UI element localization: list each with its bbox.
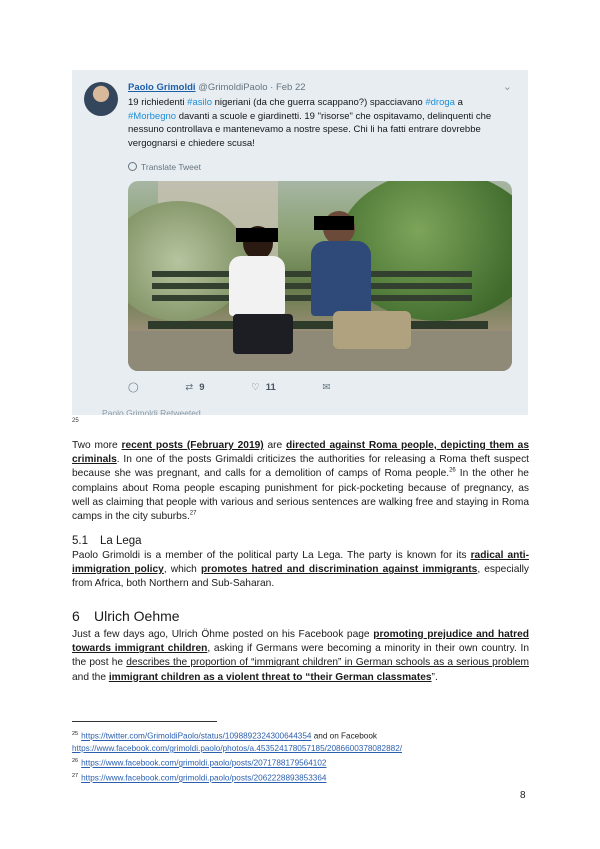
retweeted-label: Paolo Grimoldi Retweeted: [102, 408, 201, 415]
paragraph-roma-posts: Two more recent posts (February 2019) are directed against Roma people, depicting them as criminals. In one of the posts Grimaldi criticizes the authorities for releasing a Roma theft suspect because she was pregnant, and calls for a demolition of camps of Roma people.$^{26}$ In the other he complains about Roma people escaping punishment for pick-pocketing because of pregnancy, as well as claiming that people with various and serious sentences are walking free and staying in Roma camps in the city suburbs.$^{27}$: [72, 440, 529, 523]
footnote-27: $^{27}$ https://www.facebook.com/grimoldi.paolo/posts/2062228893853364: [72, 773, 327, 783]
hashtag-morbegno[interactable]: #Morbegno: [128, 110, 177, 122]
like-button[interactable]: [251, 382, 276, 393]
footnote-ref-26[interactable]: 26: [449, 468, 456, 475]
retweet-icon: ⇄: [185, 382, 194, 393]
paragraph-la-lega: Paolo Grimoldi is a member of the political party La Lega. The party is known for its radical anti-immigration policy, which promotes hatred and discrimination against immigrants, especially from Africa, both Northern and Sub-Saharan.: [72, 550, 529, 590]
tweet-actions: [128, 382, 374, 393]
censor-bar-left: [236, 228, 278, 242]
tweet-handle-date: @GrimoldiPaolo · Feb 22: [198, 82, 306, 93]
reply-icon[interactable]: ◯: [128, 382, 139, 393]
tweet-text: 19 richiedenti #asilo nigeriani (da che guerra scappano?) spacciavano #droga a #Morbegno davanti a scuole e giardinetti. 19 "risorse" che ospitavamo, delinquenti che nessuno controllava e mantenevamo a nostre spese. Chi li ha fatti entrare dovrebbe vergognarsi e chiedere scusa!: [128, 97, 492, 149]
footnote-26-link[interactable]: https://www.facebook.com/grimoldi.paolo/posts/2071788179564102: [81, 758, 327, 768]
section-heading-ulrich-oehme: 6 Ulrich Oehme: [72, 608, 180, 624]
footnote-25: $^{25}$ https://twitter.com/GrimoldiPaolo/status/1098892324300644354 and on Facebook: [72, 731, 377, 741]
paragraph-ulrich-oehme: Just a few days ago, Ulrich Öhme posted on his Facebook page promoting prejudice and hatred towards immigrant children, asking if Germans were becoming a minority in their own country. In the post he describes the proportion of “immigrant children” in German schools as a serious problem and the immigrant children as a violent threat to “their German classmates”.: [72, 629, 530, 683]
share-icon[interactable]: ✉: [322, 382, 331, 393]
tweet-screenshot: [72, 70, 528, 415]
footnote-ref-27[interactable]: 27: [189, 510, 197, 517]
hashtag-droga[interactable]: #droga: [425, 97, 455, 108]
footnote-25-link[interactable]: https://twitter.com/GrimoldiPaolo/status/1098892324300644354: [81, 731, 312, 741]
censor-bar-right: [314, 216, 354, 230]
chevron-down-icon[interactable]: ⌄: [502, 81, 512, 93]
footnote-25-continuation: [72, 743, 532, 755]
retweet-count: 9: [199, 382, 205, 393]
footnote-25-link-facebook[interactable]: https://www.facebook.com/grimoldi.paolo/photos/a.453524178057185/2086600378082882/: [72, 743, 403, 753]
footnote-27-link[interactable]: https://www.facebook.com/grimoldi.paolo/posts/2062228893853364: [81, 773, 327, 783]
avatar: [84, 82, 118, 116]
like-count: 11: [265, 382, 276, 393]
heart-icon: ♡: [251, 382, 260, 393]
footnotes: [72, 728, 532, 785]
tweet-author-name[interactable]: Paolo Grimoldi: [128, 82, 196, 93]
footnote-divider: [72, 721, 217, 722]
footnote-26: $^{26}$ https://www.facebook.com/grimoldi.paolo/posts/2071788179564102: [72, 758, 327, 768]
hashtag-asilo[interactable]: #asilo: [187, 97, 212, 108]
page-number: 8: [520, 790, 526, 801]
tweet-header: [128, 82, 306, 94]
image-footnote-marker: 25: [72, 418, 79, 424]
globe-icon: [128, 162, 137, 171]
translate-tweet-link[interactable]: Translate Tweet: [128, 162, 201, 172]
person-right: [303, 211, 413, 361]
section-heading-la-lega: 5.1 La Lega: [72, 535, 142, 547]
person-left: [223, 226, 293, 356]
tweet-photo[interactable]: [128, 181, 512, 371]
retweet-button[interactable]: [185, 382, 204, 393]
